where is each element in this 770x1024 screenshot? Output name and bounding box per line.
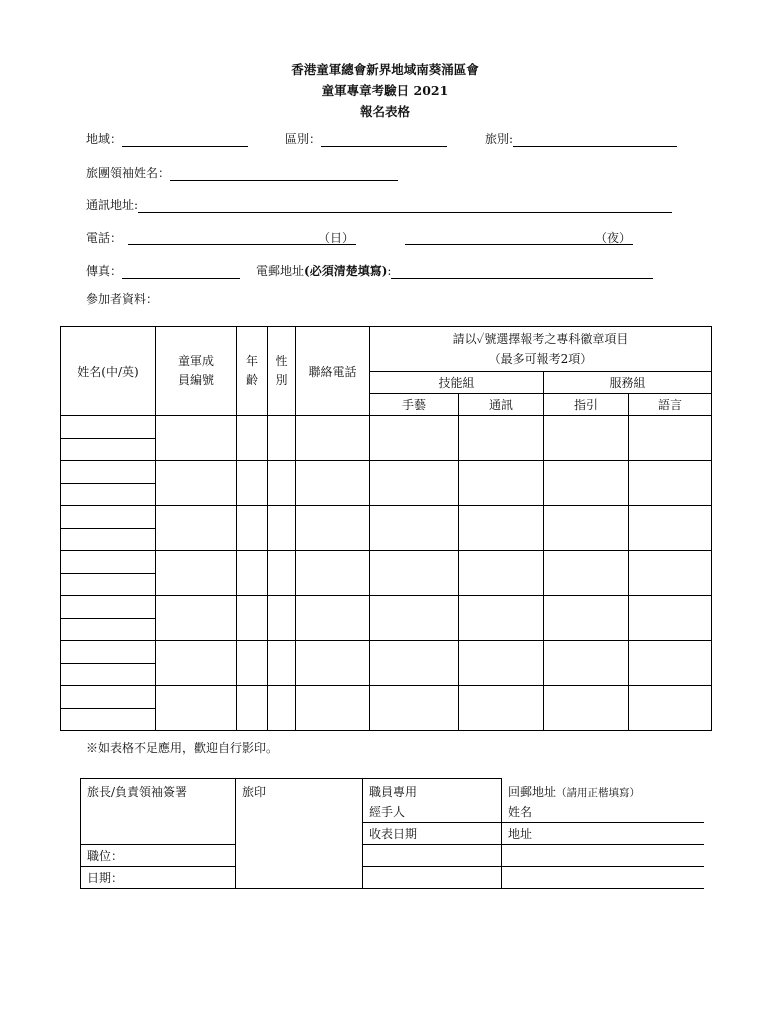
communication-cell[interactable] <box>459 686 544 731</box>
email-note: (必須清楚填寫) <box>304 264 388 278</box>
footer-table <box>80 778 704 889</box>
name-cell[interactable] <box>61 573 156 596</box>
name-cell[interactable] <box>61 596 156 619</box>
phone-night-input[interactable] <box>405 229 633 245</box>
age-cell[interactable] <box>237 596 268 641</box>
col-sex-header: 性別 <box>268 327 296 416</box>
phone-day-label: （日） <box>317 231 354 245</box>
language-cell[interactable] <box>629 551 712 596</box>
email-colon: : <box>387 264 392 278</box>
sex-cell[interactable] <box>268 461 296 506</box>
sex-cell[interactable] <box>268 551 296 596</box>
position-cell[interactable]: 職位： <box>81 844 236 866</box>
phone-cell[interactable] <box>296 506 370 551</box>
district-label: 區別： <box>285 132 322 146</box>
col-age-header: 年齡 <box>237 327 268 416</box>
region-input-line[interactable] <box>122 134 248 147</box>
name-cell[interactable] <box>61 551 156 574</box>
address-label: 通訊地址: <box>86 198 139 212</box>
name-cell[interactable] <box>61 641 156 664</box>
table-row <box>61 641 712 664</box>
fax-input-line[interactable] <box>122 266 240 279</box>
phone-cell[interactable] <box>296 641 370 686</box>
name-cell[interactable] <box>61 528 156 551</box>
handcraft-cell[interactable] <box>370 641 459 686</box>
date-cell[interactable]: 日期： <box>81 866 236 888</box>
group-field <box>485 130 677 147</box>
col-phone-header: 聯絡電話 <box>296 327 370 416</box>
language-cell[interactable] <box>629 641 712 686</box>
guide-cell[interactable] <box>544 551 629 596</box>
member-cell[interactable] <box>156 416 237 461</box>
age-cell[interactable] <box>237 506 268 551</box>
age-cell[interactable] <box>237 551 268 596</box>
phone-cell[interactable] <box>296 416 370 461</box>
return-address-cell[interactable]: 地址 <box>502 822 704 844</box>
badge-select-header: 請以✓號選擇報考之專科徽章項目 （最多可報考2項） <box>370 327 712 372</box>
sex-cell[interactable] <box>268 686 296 731</box>
sex-cell[interactable] <box>268 416 296 461</box>
language-cell[interactable] <box>629 506 712 551</box>
name-cell[interactable] <box>61 708 156 731</box>
region-label: 地域： <box>86 132 123 146</box>
name-cell[interactable] <box>61 416 156 439</box>
col-name-header: 姓名(中/英) <box>61 327 156 416</box>
email-label: 電郵地址 <box>256 264 305 278</box>
age-cell[interactable] <box>237 461 268 506</box>
group-label: 旅別: <box>485 132 514 146</box>
member-cell[interactable] <box>156 506 237 551</box>
district-input-line[interactable] <box>321 134 447 147</box>
name-cell[interactable] <box>61 618 156 641</box>
handcraft-header: 手藝 <box>370 394 459 416</box>
table-row <box>61 596 712 619</box>
address-blank-cell-1[interactable] <box>502 844 704 866</box>
guide-header: 指引 <box>544 394 629 416</box>
handler-cell[interactable]: 經手人 <box>363 801 502 823</box>
stamp-cell[interactable]: 旅印 <box>236 779 363 889</box>
name-cell[interactable] <box>61 506 156 529</box>
member-cell[interactable] <box>156 686 237 731</box>
name-cell[interactable] <box>61 663 156 686</box>
guide-cell[interactable] <box>544 596 629 641</box>
participants-table <box>60 326 712 731</box>
phone-cell[interactable] <box>296 551 370 596</box>
handcraft-cell[interactable] <box>370 506 459 551</box>
participants-label: 參加者資料： <box>86 292 159 306</box>
receive-date-cell[interactable]: 收表日期 <box>363 822 502 844</box>
service-group-header: 服務組 <box>544 372 712 394</box>
leader-input-line[interactable] <box>170 168 398 181</box>
leader-field <box>86 164 398 181</box>
table-row <box>61 686 712 709</box>
communication-cell[interactable] <box>459 641 544 686</box>
leader-label: 旅團領袖姓名： <box>86 166 171 180</box>
member-cell[interactable] <box>156 596 237 641</box>
age-cell[interactable] <box>237 641 268 686</box>
return-name-cell[interactable]: 姓名 <box>502 801 704 823</box>
name-cell[interactable] <box>61 461 156 484</box>
fax-label: 傳真： <box>86 264 123 278</box>
district-field <box>285 130 447 147</box>
handcraft-cell[interactable] <box>370 416 459 461</box>
age-cell[interactable] <box>237 686 268 731</box>
communication-cell[interactable] <box>459 506 544 551</box>
member-cell[interactable] <box>156 551 237 596</box>
guide-cell[interactable] <box>544 416 629 461</box>
group-input-line[interactable] <box>513 134 677 147</box>
language-header: 語言 <box>629 394 712 416</box>
fax-field <box>86 262 240 279</box>
member-cell[interactable] <box>156 641 237 686</box>
photocopy-note: ※如表格不足應用，歡迎自行影印。 <box>86 741 279 755</box>
staff-only-cell: 職員專用 <box>363 779 502 801</box>
staff-blank-cell-2[interactable] <box>363 866 502 888</box>
handcraft-cell[interactable] <box>370 596 459 641</box>
staff-blank-cell-1[interactable] <box>363 844 502 866</box>
phone-day-input[interactable] <box>128 229 356 245</box>
communication-cell[interactable] <box>459 461 544 506</box>
return-address-header: 回郵地址（請用正楷填寫） <box>502 779 704 801</box>
phone-cell[interactable] <box>296 596 370 641</box>
phone-night-label: （夜） <box>594 231 631 245</box>
member-cell[interactable] <box>156 461 237 506</box>
address-blank-cell-2[interactable] <box>502 866 704 888</box>
language-cell[interactable] <box>629 416 712 461</box>
guide-cell[interactable] <box>544 686 629 731</box>
region-field <box>86 130 248 147</box>
org-title: 香港童軍總會新界地域南葵涌區會 <box>291 62 479 77</box>
name-cell[interactable] <box>61 438 156 461</box>
guide-cell[interactable] <box>544 506 629 551</box>
form-title: 報名表格 <box>359 104 410 119</box>
language-cell[interactable] <box>629 686 712 731</box>
email-field <box>256 262 653 279</box>
table-row <box>61 461 712 484</box>
sex-cell[interactable] <box>268 641 296 686</box>
guide-cell[interactable] <box>544 461 629 506</box>
communication-cell[interactable] <box>459 551 544 596</box>
handcraft-cell[interactable] <box>370 551 459 596</box>
phone-cell[interactable] <box>296 686 370 731</box>
communication-cell[interactable] <box>459 416 544 461</box>
email-input-line[interactable] <box>391 266 653 279</box>
communication-cell[interactable] <box>459 596 544 641</box>
sex-cell[interactable] <box>268 506 296 551</box>
guide-cell[interactable] <box>544 641 629 686</box>
name-cell[interactable] <box>61 483 156 506</box>
language-cell[interactable] <box>629 596 712 641</box>
table-row <box>61 551 712 574</box>
sex-cell[interactable] <box>268 596 296 641</box>
skill-group-header: 技能組 <box>370 372 544 394</box>
phone-label: 電話： <box>86 231 123 245</box>
address-field <box>86 196 672 213</box>
age-cell[interactable] <box>237 416 268 461</box>
event-title: 童軍專章考驗日 2021 <box>321 83 449 98</box>
language-cell[interactable] <box>629 461 712 506</box>
communication-header: 通訊 <box>459 394 544 416</box>
signature-cell[interactable]: 旅長/負責領袖簽署 <box>81 779 236 845</box>
table-row <box>61 416 712 439</box>
handcraft-cell[interactable] <box>370 461 459 506</box>
name-cell[interactable] <box>61 686 156 709</box>
col-member-header: 童軍成員編號 <box>156 327 237 416</box>
table-row <box>61 506 712 529</box>
handcraft-cell[interactable] <box>370 686 459 731</box>
address-input-line[interactable] <box>138 200 672 213</box>
phone-cell[interactable] <box>296 461 370 506</box>
